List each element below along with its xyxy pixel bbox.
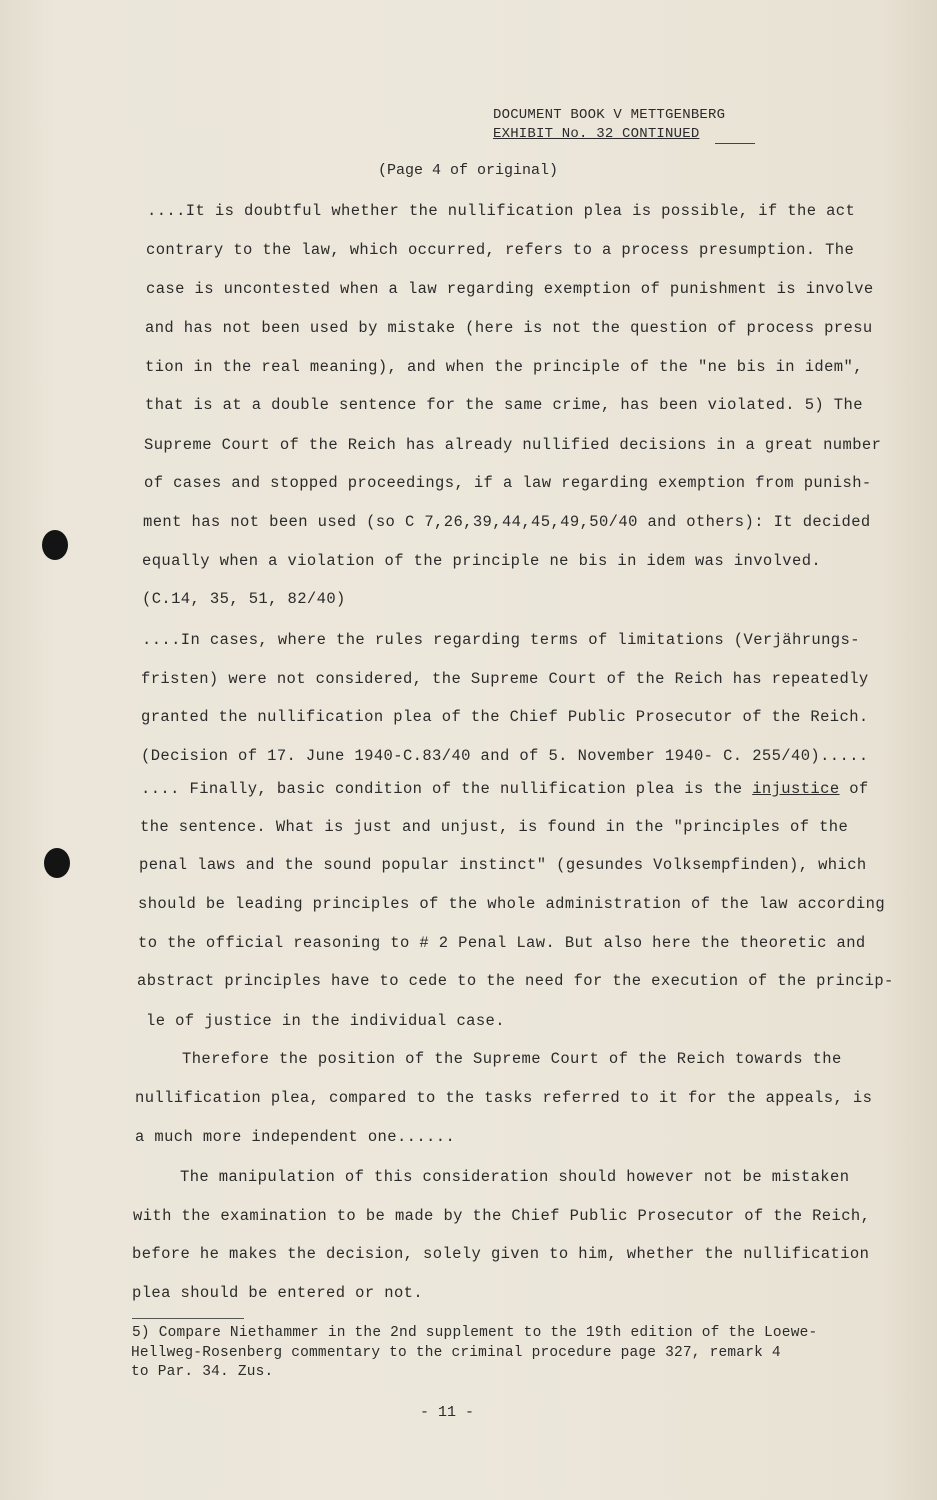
text-line: granted the nullification plea of the Chief Public Prosecutor of the Reich.: [141, 708, 869, 726]
text-line: penal laws and the sound popular instinct" (gesundes Volksempfinden), which: [139, 856, 867, 874]
footnote-line: Hellweg-Rosenberg commentary to the criminal procedure page 327, remark 4: [131, 1345, 781, 1361]
document-header: [493, 106, 725, 144]
text-line: contrary to the law, which occurred, refers to a process presumption. The: [146, 241, 855, 259]
punch-hole: [44, 848, 70, 878]
footnote-line: to Par. 34. Zus.: [131, 1364, 274, 1380]
text-line: with the examination to be made by the Chief Public Prosecutor of the Reich,: [133, 1207, 871, 1225]
text-line: should be leading principles of the whole administration of the law according: [138, 895, 886, 913]
text-line: le of justice in the individual case.: [146, 1012, 505, 1030]
footnote-divider: [132, 1318, 244, 1319]
page-number: - 11 -: [420, 1404, 475, 1421]
text-line: to the official reasoning to # 2 Penal Law. But also here the theoretic and: [138, 934, 866, 952]
text-line: ment has not been used (so C 7,26,39,44,45,49,50/40 and others): It decided: [143, 513, 871, 531]
text-line: plea should be entered or not.: [132, 1284, 424, 1302]
text-line: of cases and stopped proceedings, if a law regarding exemption from punish-: [144, 474, 872, 492]
text-line: (Decision of 17. June 1940-C.83/40 and of 5. November 1940- C. 255/40).....: [141, 747, 869, 765]
text-line: that is at a double sentence for the same crime, has been violated. 5) The: [145, 396, 863, 414]
text-line: nullification plea, compared to the tasks referred to it for the appeals, is: [135, 1089, 873, 1107]
text-line: ....In cases, where the rules regarding terms of limitations (Verjährungs-: [142, 631, 860, 649]
text-line: equally when a violation of the principle ne bis in idem was involved.: [142, 552, 822, 570]
text-line: Therefore the position of the Supreme Court of the Reich towards the: [182, 1050, 842, 1068]
text-segment: .... Finally, basic condition of the nullification plea is the: [141, 780, 753, 798]
text-segment: of: [839, 780, 869, 798]
text-line: [141, 780, 869, 798]
footnote-line: 5) Compare Niethammer in the 2nd supplement to the 19th edition of the Loewe-: [132, 1325, 818, 1341]
underlined-word: injustice: [752, 780, 840, 798]
text-line: a much more independent one......: [135, 1128, 456, 1146]
text-line: fristen) were not considered, the Supreme Court of the Reich has repeatedly: [141, 670, 869, 688]
header-underline: [715, 143, 755, 144]
punch-hole: [42, 530, 68, 560]
text-line: and has not been used by mistake (here is not the question of process presu: [145, 319, 873, 337]
text-line: The manipulation of this consideration should however not be mistaken: [180, 1168, 850, 1186]
text-line: (C.14, 35, 51, 82/40): [142, 590, 346, 608]
text-line: Supreme Court of the Reich has already nullified decisions in a great number: [144, 436, 882, 454]
page-reference: (Page 4 of original): [378, 162, 559, 179]
text-line: tion in the real meaning), and when the principle of the "ne bis in idem",: [145, 358, 863, 376]
header-line-1: DOCUMENT BOOK V METTGENBERG: [493, 107, 726, 123]
text-line: before he makes the decision, solely given to him, whether the nullification: [132, 1245, 870, 1263]
text-line: case is uncontested when a law regarding exemption of punishment is involve: [146, 280, 874, 298]
text-line: abstract principles have to cede to the need for the execution of the princip-: [137, 972, 894, 990]
header-line-2: EXHIBIT No. 32 CONTINUED: [493, 126, 700, 142]
text-line: the sentence. What is just and unjust, is found in the "principles of the: [140, 818, 849, 836]
text-line: ....It is doubtful whether the nullification plea is possible, if the act: [147, 202, 856, 220]
